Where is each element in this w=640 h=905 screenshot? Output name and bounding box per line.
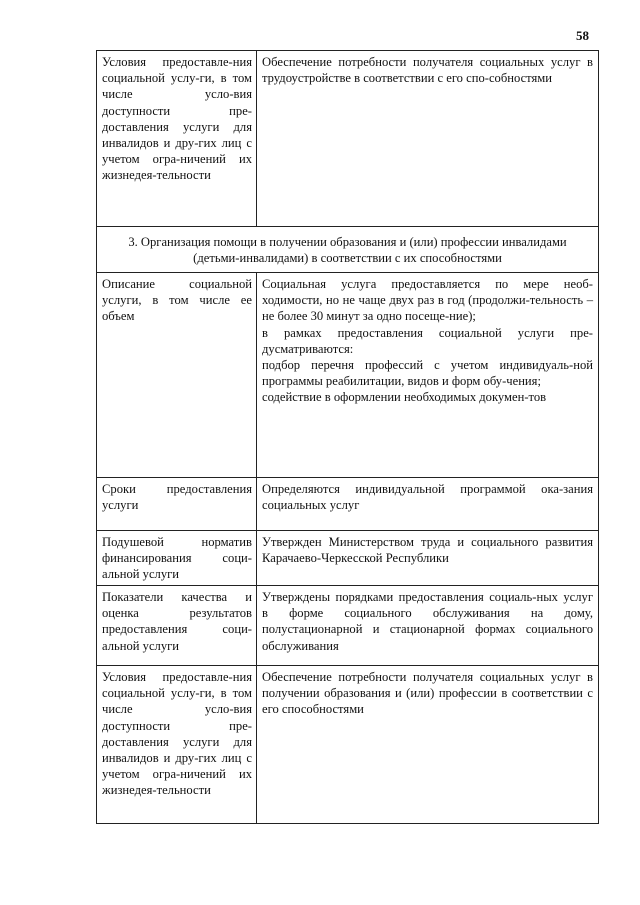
row-value-line: Обеспечение потребности получателя социальных услуг в получении образования и (или) профессии в соответствии с его способностями (262, 670, 593, 717)
row-value-line: в рамках предоставления социальной услуги пре-дусматриваются: (262, 325, 593, 356)
row-value (257, 478, 599, 531)
row-value (257, 273, 599, 478)
row-label: Условия предоставле-ния социальной услу-ги, в том числе усло-вия доступности пре-доставления услуги для инвалидов и дру-гих лиц с учетом огра-ничений их жизнедея-тельности (97, 51, 257, 227)
page-number: 58 (576, 28, 589, 43)
row-label: Показатели качества и оценка результатов предоставления соци-альной услуги (97, 586, 257, 666)
section-header-row (97, 227, 599, 273)
row-label: Сроки предоставления услуги (97, 478, 257, 531)
row-value-line: Обеспечение потребности получателя социальных услуг в трудоустройстве в соответствии с его спо-собностями (262, 55, 593, 86)
row-value-line: содействие в оформлении необходимых докумен-тов (262, 390, 547, 405)
table-row (97, 586, 599, 666)
row-value-line: Утвержден Министерством труда и социального развития Карачаево-Черкесской Республики (262, 535, 593, 566)
table-row (97, 51, 599, 227)
table-row (97, 666, 599, 824)
row-value (257, 666, 599, 824)
row-label: Описание социальной услуги, в том числе ее объем (97, 273, 257, 478)
row-label: Условия предоставле-ния социальной услу-ги, в том числе усло-вия доступности пре-доставления услуги для инвалидов и дру-гих лиц с учетом огра-ничений их жизнедея-тельности (97, 666, 257, 824)
row-value-line: Утверждены порядками предоставления социаль-ных услуг в форме социального обслуживания на дому, полустационарной и стационарной формах социального обслуживания (262, 590, 593, 653)
row-value (257, 531, 599, 586)
row-value-line: Определяются индивидуальной программой ока-зания социальных услуг (262, 482, 593, 513)
row-label: Подушевой норматив финансирования соци-альной услуги (97, 531, 257, 586)
row-value (257, 51, 599, 227)
table-row (97, 273, 599, 478)
row-value-line: подбор перечня профессий с учетом индивидуаль-ной программы реабилитации, видов и форм обу-чения; (262, 358, 593, 389)
services-table (96, 50, 599, 824)
row-value (257, 586, 599, 666)
row-value-line: Социальная услуга предоставляется по мере необ-ходимости, но не чаще двух раз в год (продолжи-тельность – не более 30 минут за одно посеще-ние); (262, 277, 593, 324)
table-row (97, 478, 599, 531)
table-row (97, 531, 599, 586)
section-title: 3. Организация помощи в получении образования и (или) профессии инвалидами (детьми-инвалидами) в соответствии с их способностями (97, 227, 599, 273)
